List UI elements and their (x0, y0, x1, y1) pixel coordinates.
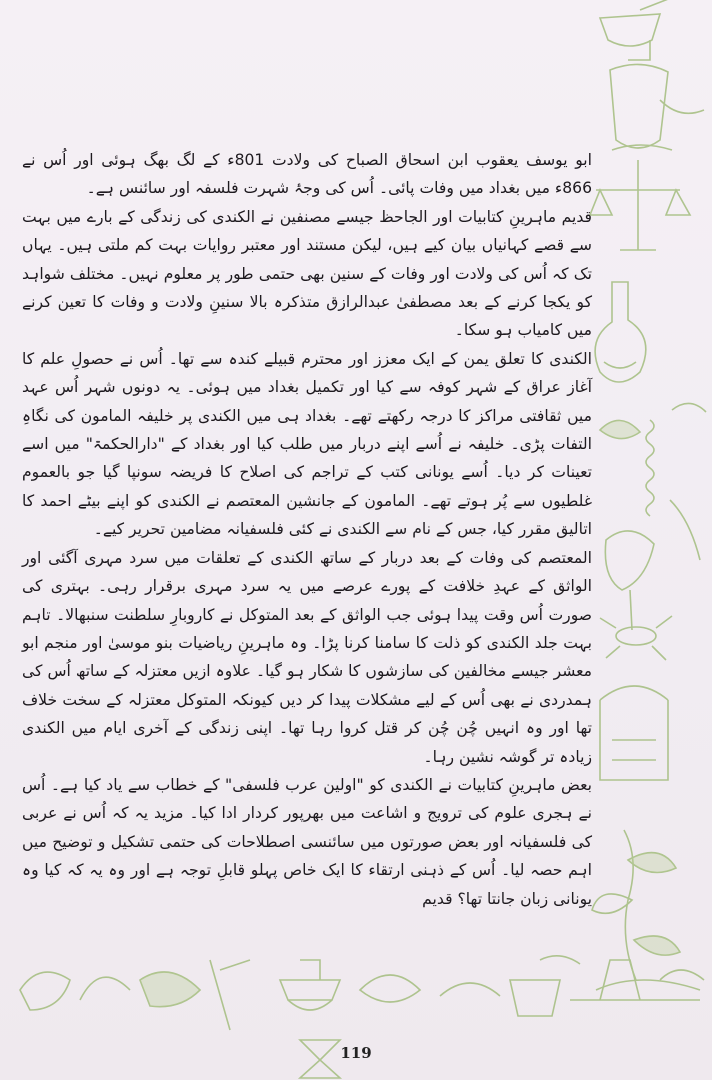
paragraph-5: بعض ماہرینِ کتابیات نے الکندی کو "اولین عرب فلسفی" کے خطاب سے یاد کیا ہے۔ اُس نے ہجری علوم کی ترویج و اشاعت میں بھرپور کردار ادا کیا۔ مزید یہ کہ اُس نے عربی کی فلسفیانہ اور بعض صورتوں میں سائنسی اصطلاحات کی حتمی تشکیل و توضیح میں اہم حصہ لیا۔ اُس کے ذہنی ارتقاء کا ایک خاص پہلو قابلِ توجہ ہے اور وہ یہ کہ کیا وہ یونانی زبان جانتا تھا؟ قدیم (22, 775, 592, 908)
urdu-body-text (22, 146, 592, 913)
paragraph-2: قدیم ماہرینِ کتابیات اور الجاحظ جیسے مصنفین نے الکندی کی زندگی کے بارے میں بہت سے قصے کہانیاں بیان کیے ہیں، لیکن مستند اور معتبر روایات بہت کم ملتی ہیں۔ یہاں تک کہ اُس کی ولادت اور وفات کے سنین بھی حتمی طور پر معلوم نہیں۔ مختلف شواہد کو یکجا کرنے کے بعد مصطفیٰ عبدالرازق متذکرہ بالا سنینِ ولادت و وفات کا تعین کرنے میں کامیاب ہو سکا۔ (22, 207, 592, 340)
paragraph-3: الکندی کا تعلق یمن کے ایک معزز اور محترم قبیلے کندہ سے تھا۔ اُس نے حصولِ علم کا آغاز عراق کے شہر کوفہ سے کیا اور تکمیل بغداد میں ہوئی۔ یہ دونوں شہر اُس عہد میں ثقافتی مراکز کا درجہ رکھتے تھے۔ بغداد ہی میں الکندی پر خلیفہ المامون کی نگاہِ التفات پڑی۔ خلیفہ نے اُسے اپنے دربار میں طلب کیا اور بغداد کے "دارالحکمۃ" میں اسے تعینات کر دیا۔ اُسے یونانی کتب کے تراجم کی اصلاح کا فریضہ سونپا گیا جو بالعموم غلطیوں سے پُر ہوتے تھے۔ المامون کے جانشین المعتصم نے الکندی کو اپنے بیٹے احمد کا اتالیق مقرر کیا، جس کے نام سے الکندی نے کئی فلسفیانہ مضامین تحریر کیے۔ (22, 349, 592, 539)
paragraph-1: ابو یوسف یعقوب ابن اسحاق الصباح کی ولادت 801ء کے لگ بھگ ہوئی اور اُس نے 866ء میں بغداد میں وفات پائی۔ اُس کی وجۂ شہرت فلسفہ اور سائنس ہے۔ (22, 151, 592, 198)
paragraph-4: المعتصم کی وفات کے بعد دربار کے ساتھ الکندی کے تعلقات میں سرد مہری آگئی اور الواثق کے عہدِ خلافت کے پورے عرصے میں یہ سرد مہری برقرار رہی۔ بہتری کی صورت اُس وقت پیدا ہوئی جب الواثق کے بعد المتوکل نے کاروبارِ سلطنت سنبھالا۔ تاہم بہت جلد الکندی کو ذلت کا سامنا کرنا پڑا۔ وہ ماہرینِ ریاضیات بنو موسیٰ اور منجم ابو معشر جیسے مخالفین کی سازشوں کا شکار ہو گیا۔ علاوہ ازیں معتزلہ کے ساتھ اُس کی ہمدردی نے بھی اُس کے لیے مشکلات پیدا کر دیں کیونکہ المتوکل معتزلہ کے سخت خلاف تھا اور وہ انہیں چُن چُن کر قتل کروا رہا تھا۔ اپنی زندگی کے آخری ایام میں الکندی زیادہ تر گوشہ نشین رہا۔ (22, 548, 592, 766)
page-number: 119 (340, 1044, 372, 1062)
